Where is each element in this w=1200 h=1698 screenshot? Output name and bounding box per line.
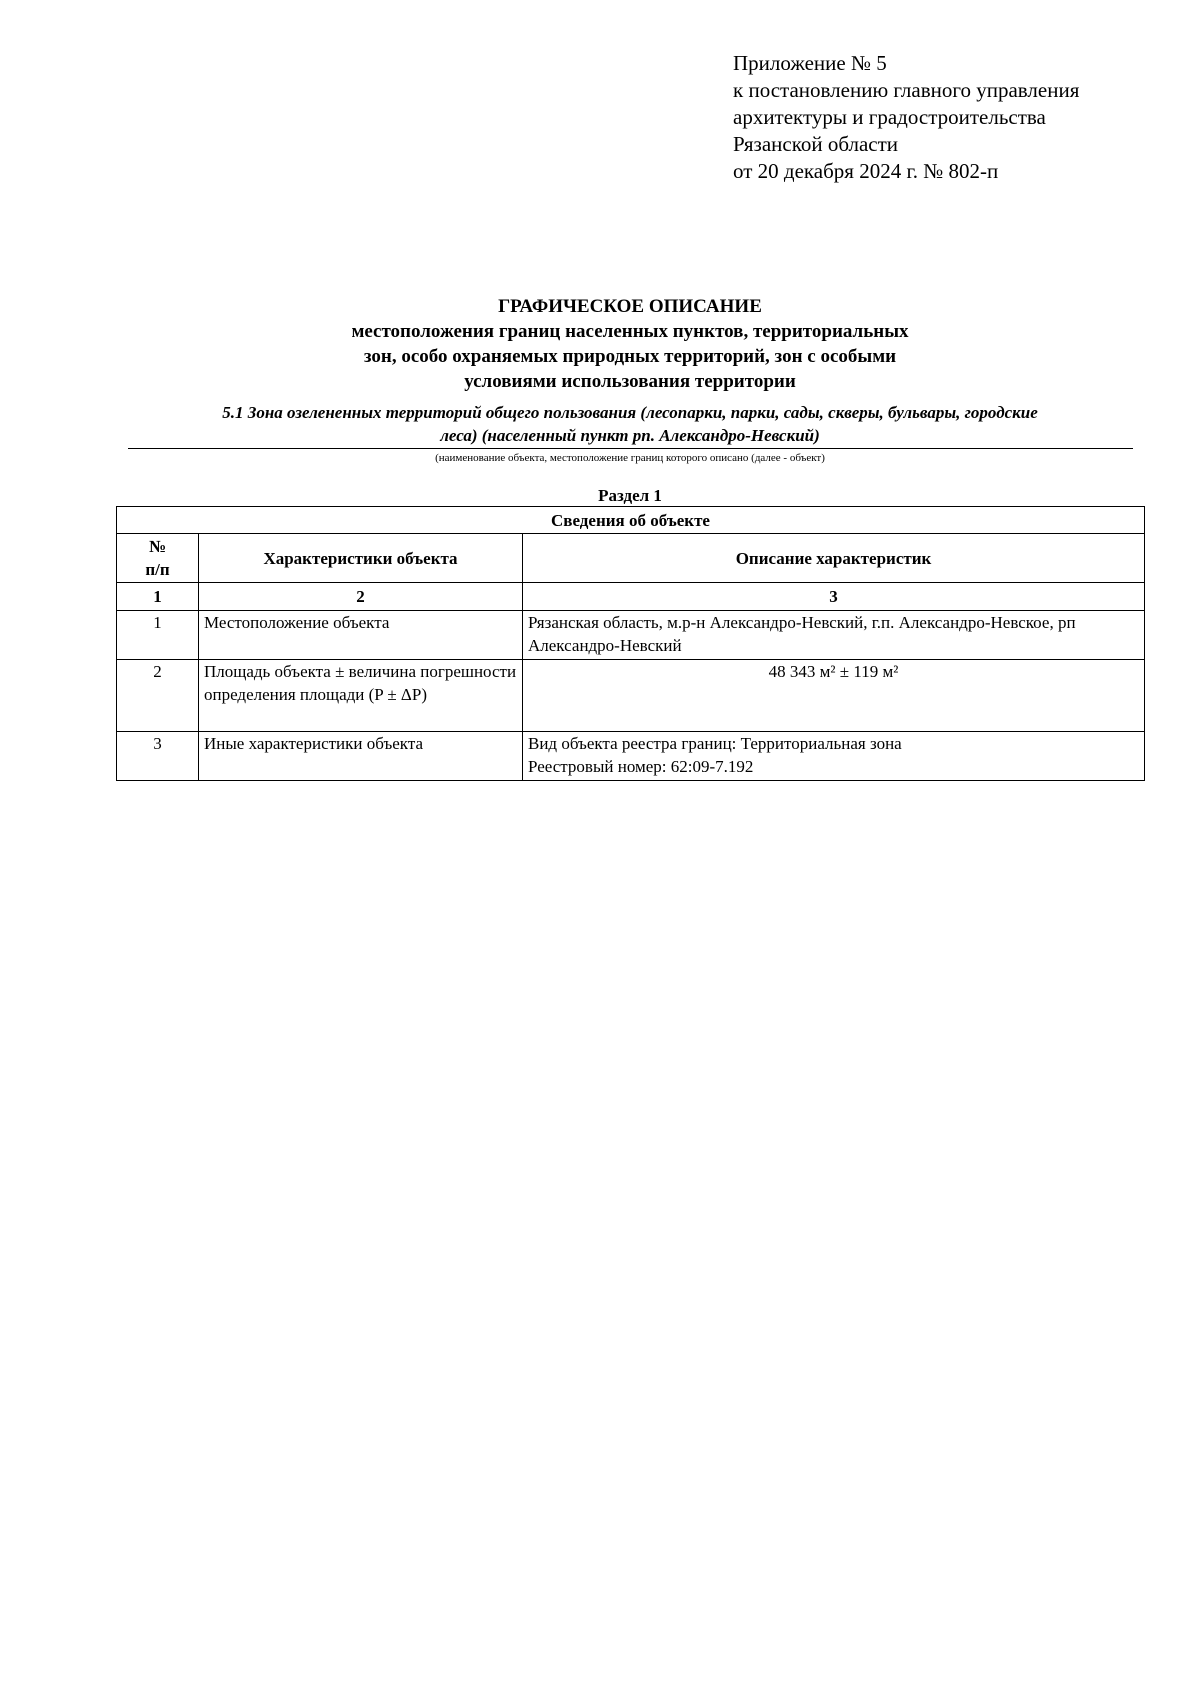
row-number: 1: [117, 611, 199, 660]
table-row: [117, 611, 1145, 660]
header-number-text: № п/п: [145, 537, 170, 579]
object-caption: (наименование объекта, местоположение границ которого описано (далее - объект): [435, 452, 825, 464]
appendix-line: к постановлению главного управления: [733, 78, 1080, 102]
appendix-block: [733, 50, 1173, 185]
table-caption: Сведения об объекте: [117, 507, 1145, 534]
column-number: 2: [199, 583, 523, 611]
appendix-line: от 20 декабря 2024 г. № 802-п: [733, 159, 999, 183]
header-number: [117, 534, 199, 583]
table-row: [117, 732, 1145, 781]
object-info-table: [116, 506, 1145, 781]
title-main: ГРАФИЧЕСКОЕ ОПИСАНИЕ: [498, 296, 762, 317]
object-name-line: леса) (населенный пункт рп. Александро-Невский): [440, 426, 820, 445]
row-characteristic: Площадь объекта ± величина погрешности определения площади (P ± ΔP): [199, 660, 523, 732]
table-row: [117, 660, 1145, 732]
row-description: Вид объекта реестра границ: Территориальная зона Реестровый номер: 62:09-7.192: [523, 732, 1145, 781]
appendix-line: Приложение № 5: [733, 51, 887, 75]
row-number: 3: [117, 732, 199, 781]
row-number: 2: [117, 660, 199, 732]
title-line: условиями использования территории: [464, 371, 796, 392]
object-underline: [128, 448, 1133, 449]
header-characteristic: Характеристики объекта: [199, 534, 523, 583]
row-description: Рязанская область, м.р-н Александро-Невский, г.п. Александро-Невское, рп Александро-Невский: [523, 611, 1145, 660]
document-title: [120, 294, 1140, 394]
header-description: Описание характеристик: [523, 534, 1145, 583]
object-name: [120, 401, 1140, 447]
table-body: [117, 611, 1145, 781]
row-characteristic: Иные характеристики объекта: [199, 732, 523, 781]
title-line: местоположения границ населенных пунктов, территориальных: [351, 321, 909, 342]
row-description: 48 343 м² ± 119 м²: [523, 660, 1145, 732]
appendix-line: архитектуры и градостроительства: [733, 105, 1046, 129]
column-number: 1: [117, 583, 199, 611]
appendix-line: Рязанской области: [733, 132, 899, 156]
row-characteristic: Местоположение объекта: [199, 611, 523, 660]
column-number: 3: [523, 583, 1145, 611]
object-name-line: 5.1 Зона озелененных территорий общего пользования (лесопарки, парки, сады, скверы, бульвары, городские: [222, 403, 1038, 422]
title-line: зон, особо охраняемых природных территорий, зон с особыми: [363, 346, 897, 367]
section-title: Раздел 1: [598, 486, 662, 505]
